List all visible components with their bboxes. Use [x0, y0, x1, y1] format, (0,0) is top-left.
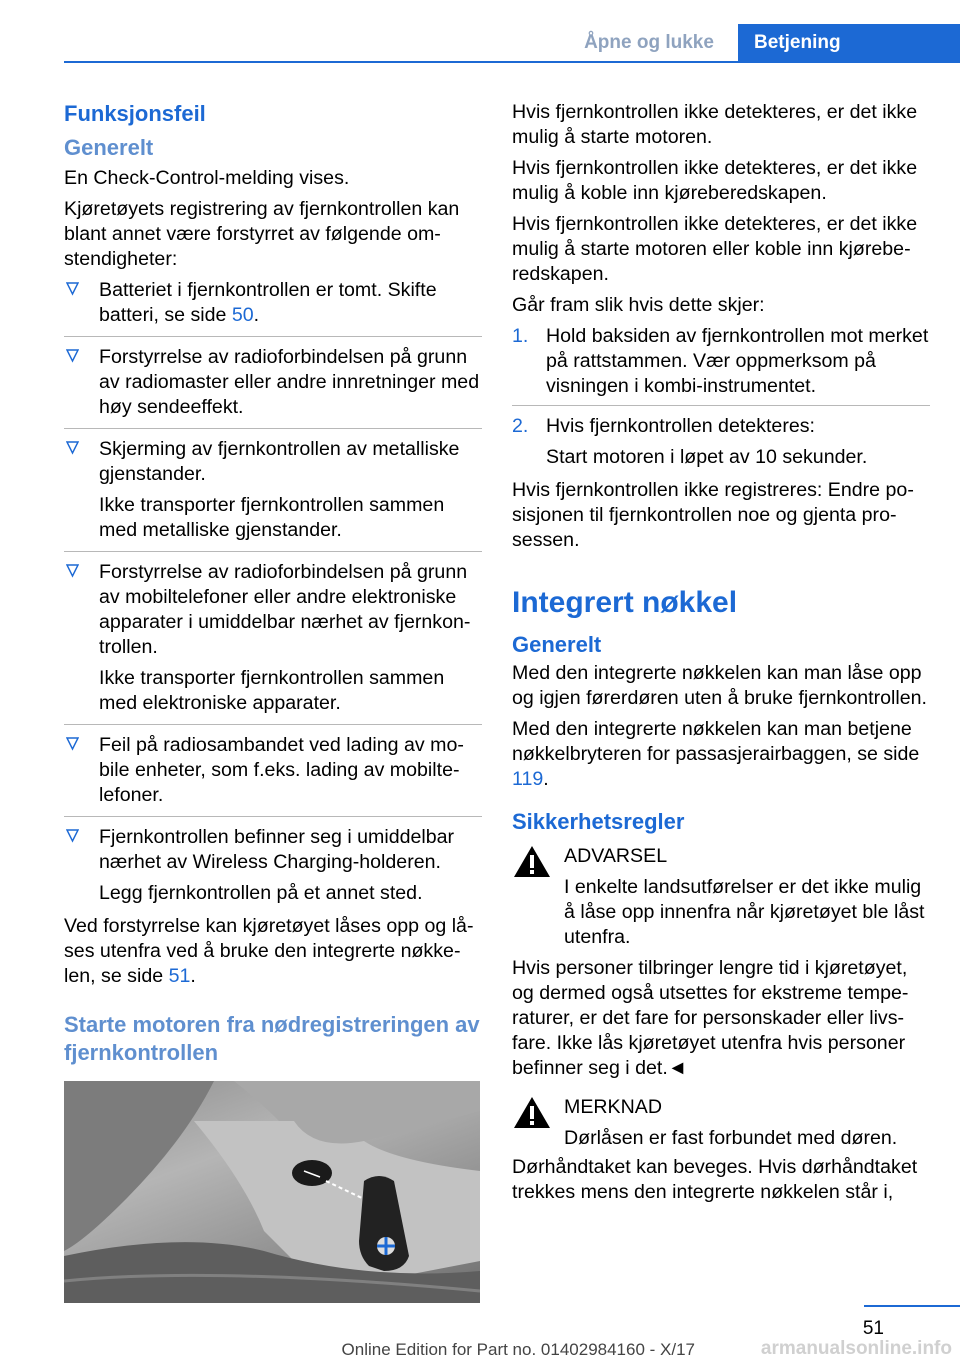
list-item-text: Feil på radiosambandet ved lading av mobile enheter, som f.eks. lading av mobiltelefoner. [99, 734, 464, 806]
list-item-text: Forstyrrelse av radioforbindelsen på grunn av radiomaster eller andre innretninger med høy sendeeffekt. [99, 346, 480, 418]
heading-funksjonsfeil: Funksjonsfeil [64, 101, 206, 126]
paragraph: Med den integrerte nøkkelen kan man låse opp og igjen førerdøren uten å bruke fjernkontrollen. [512, 662, 927, 709]
paragraph [64, 914, 482, 989]
heading-generelt: Generelt [512, 632, 602, 657]
heading-integrert-nokkel: Integrert nøkkel [512, 586, 738, 619]
list-item-note: Legg fjernkontrollen på et annet sted. [99, 882, 423, 904]
list-item [64, 733, 482, 817]
step-number: 1. [512, 325, 529, 347]
paragraph: Dørhåndtaket kan beveges. Hvis dørhåndtaket trekkes mens den integrerte nøkkelen står i, [512, 1156, 918, 1203]
notice-title: MERKNAD [564, 1096, 662, 1118]
paragraph: Hvis fjernkontrollen ikke detekteres, er det ikke mulig å starte motoren. [512, 101, 918, 148]
paragraph-tail: . [190, 965, 196, 987]
edition-note: Online Edition for Part no. 01402984160 - X/17 [341, 1340, 695, 1359]
triangle-bullet-icon [66, 441, 79, 455]
triangle-bullet-icon [66, 737, 79, 751]
warning-icon [512, 844, 552, 879]
paragraph: Kjøretøyets registrering av fjernkontrollen kan blant annet være forstyrret av følgende omstendigheter: [64, 198, 460, 270]
numbered-list [512, 324, 930, 472]
paragraph: Hvis fjernkontrollen ikke detekteres, er det ikke mulig å koble inn kjøreberedskapen. [512, 157, 918, 204]
list-item-text: Skjerming av fjernkontrollen av metalliske gjenstander. [99, 438, 460, 485]
list-item-note: Ikke transporter fjernkontrollen sammen med elektroniske apparater. [99, 667, 445, 714]
warning-title: ADVARSEL [564, 845, 668, 867]
paragraph-tail: . [543, 768, 549, 790]
triangle-bullet-icon [66, 282, 79, 296]
paragraph-text: Ved forstyrrelse kan kjøretøyet låses opp og låses utenfra ved å bruke den integrerte nøkkelen, se side [64, 915, 474, 987]
footer-rule [864, 1305, 960, 1307]
triangle-bullet-icon [66, 829, 79, 843]
header-chapter-tab: Betjening [738, 24, 960, 61]
bullet-list [64, 278, 482, 910]
header-section-label: Åpne og lukke [584, 32, 714, 53]
paragraph: Hvis personer tilbringer lengre tid i kjøretøyet, og dermed også utsettes for ekstreme temperaturer, er det fare for personskader eller livsfare. Ikke lås kjøretøyet utenfra hvis personer befinner seg i det.◄ [512, 957, 909, 1079]
list-item [512, 324, 930, 406]
header-rule [64, 61, 960, 63]
list-item [512, 414, 930, 472]
list-item-text: Hold baksiden av fjernkontrollen mot merket på rattstammen. Vær oppmerksom på visningen i kombi-instrumentet. [546, 325, 929, 397]
list-item-note: Ikke transporter fjernkontrollen sammen med metalliske gjenstander. [99, 494, 445, 541]
list-item [64, 825, 482, 910]
list-item-text: Batteriet i fjernkontrollen er tomt. Skifte batteri, se side [99, 279, 437, 326]
heading-sikkerhetsregler: Sikkerhetsregler [512, 809, 685, 834]
paragraph: Hvis fjernkontrollen ikke registreres: Endre posisjonen til fjernkontrollen noe og gjenta prosessen. [512, 479, 914, 551]
triangle-bullet-icon [66, 564, 79, 578]
notice-box [512, 1095, 930, 1151]
right-column [512, 100, 930, 1211]
left-column [64, 100, 482, 1303]
page-number: 51 [862, 1318, 884, 1339]
notice-text: Dørlåsen er fast forbundet med døren. [564, 1127, 898, 1149]
list-item-note: Start motoren i løpet av 10 sekunder. [546, 446, 868, 468]
list-item [64, 437, 482, 552]
notice-icon [512, 1095, 552, 1130]
triangle-bullet-icon [66, 349, 79, 363]
paragraph: Hvis fjernkontrollen ikke detekteres, er det ikke mulig å starte motoren eller koble inn kjøreberedskapen. [512, 213, 918, 285]
list-item-text: Fjernkontrollen befinner seg i umiddelbar nærhet av Wireless Charging-holderen. [99, 826, 455, 873]
step-number: 2. [512, 415, 529, 437]
list-item [64, 345, 482, 429]
warning-box [512, 844, 930, 950]
page-link[interactable]: 50 [231, 304, 254, 326]
watermark: armanualsonline.info [760, 1338, 952, 1359]
list-item-text: Forstyrrelse av radioforbindelsen på grunn av mobiltelefoner eller andre elektroniske apparater i umiddelbar nærhet av fjernkontrollen. [99, 561, 471, 658]
heading-generelt: Generelt [64, 135, 154, 160]
steering-column-illustration [64, 1081, 480, 1303]
page-link[interactable]: 51 [168, 965, 191, 987]
heading-starte-motoren: Starte motoren fra nødregistreringen av fjernkontrollen [64, 1012, 480, 1065]
list-item-text: Hvis fjernkontrollen detekteres: [546, 415, 815, 437]
list-item [64, 560, 482, 725]
paragraph [512, 717, 930, 792]
paragraph: En Check-Control-melding vises. [64, 167, 350, 189]
warning-text: I enkelte landsutførelser er det ikke mulig å låse opp innenfra når kjøretøyet ble låst utenfra. [564, 876, 925, 948]
list-item [64, 278, 482, 337]
paragraph-text: Med den integrerte nøkkelen kan man betjene nøkkelbryteren for passasjerairbaggen, se side [512, 718, 920, 765]
paragraph: Går fram slik hvis dette skjer: [512, 294, 765, 316]
illustration-drawing [64, 1081, 480, 1303]
list-item-tail: . [253, 304, 260, 326]
page-link[interactable]: 119 [512, 768, 544, 790]
